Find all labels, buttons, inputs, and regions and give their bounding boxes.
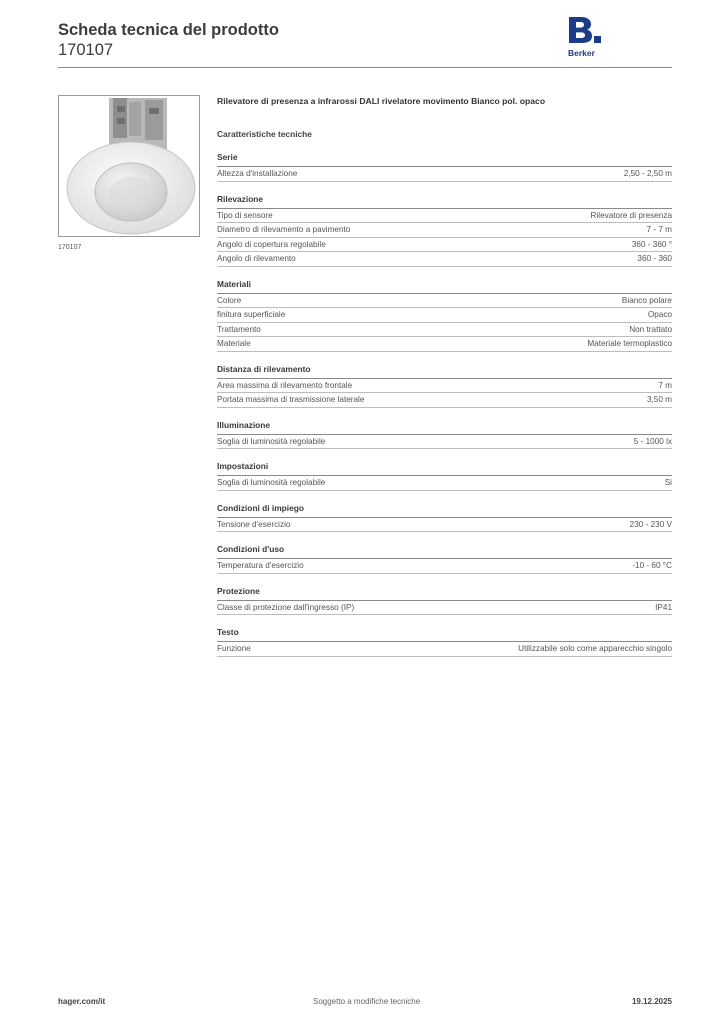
spec-section	[217, 364, 672, 408]
brand-logo	[568, 17, 608, 58]
spec-section	[217, 503, 672, 533]
spec-section	[217, 279, 672, 352]
product-title: Rilevatore di presenza a infrarossi DALI rivelatore movimento Bianco pol. opaco	[217, 96, 546, 106]
presence-detector-photo	[59, 96, 199, 236]
spec-row	[217, 559, 672, 574]
spec-label: Diametro di rilevamento a pavimento	[217, 225, 351, 234]
spec-value: 230 - 230 V	[629, 519, 672, 529]
spec-section	[217, 194, 672, 267]
section-title: Condizioni di impiego	[217, 503, 672, 518]
spec-section	[217, 586, 672, 616]
spec-value: 360 - 360 °	[631, 239, 672, 249]
spec-row	[217, 393, 672, 408]
spec-label: Classe di protezione dall'ingresso (IP)	[217, 602, 355, 612]
spec-label: Angolo di rilevamento	[217, 254, 296, 263]
spec-value: Materiale termoplastico	[587, 339, 672, 348]
spec-section	[217, 420, 672, 450]
spec-label: Area massima di rilevamento frontale	[217, 380, 353, 390]
spec-row	[217, 435, 672, 450]
spec-label: finitura superficiale	[217, 310, 286, 319]
spec-section	[217, 461, 672, 491]
spec-label: Trattamento	[217, 324, 261, 334]
spec-row	[217, 167, 672, 182]
spec-label: Altezza d'installazione	[217, 169, 298, 178]
spec-row	[217, 294, 672, 309]
spec-label: Portata massima di trasmissione laterale	[217, 395, 365, 404]
spec-row	[217, 379, 672, 394]
spec-label: Materiale	[217, 339, 251, 348]
spec-row	[217, 601, 672, 616]
footer-note: Soggetto a modifiche tecniche	[313, 997, 421, 1006]
spec-value: 360 - 360	[637, 254, 672, 263]
spec-row	[217, 223, 672, 238]
spec-sections	[217, 152, 672, 657]
spec-label: Colore	[217, 295, 242, 305]
document-header	[58, 20, 279, 60]
spec-label: Temperatura d'esercizio	[217, 561, 304, 570]
header-divider	[58, 67, 672, 68]
spec-row	[217, 252, 672, 267]
spec-label: Tipo di sensore	[217, 210, 273, 220]
spec-value: Non trattato	[629, 324, 672, 334]
spec-row	[217, 238, 672, 253]
product-code: 170107	[58, 41, 114, 59]
page-title: Scheda tecnica del prodotto	[58, 21, 279, 39]
spec-row	[217, 518, 672, 533]
spec-value: 5 - 1000 lx	[633, 436, 672, 446]
spec-row	[217, 209, 672, 224]
spec-value: Opaco	[647, 310, 672, 319]
spec-value: Si	[664, 478, 672, 487]
image-caption: 170107	[58, 244, 82, 251]
spec-value: 3,50 m	[646, 395, 672, 404]
section-title: Distanza di rilevamento	[217, 364, 672, 379]
spec-row	[217, 308, 672, 323]
tech-heading: Caratteristiche tecniche	[217, 129, 312, 139]
spec-label: Tensione d'esercizio	[217, 519, 291, 529]
section-title: Illuminazione	[217, 420, 672, 435]
product-image	[58, 95, 200, 237]
spec-row	[217, 642, 672, 657]
spec-label: Soglia di luminosità regolabile	[217, 478, 326, 487]
footer-date: 19.12.2025	[631, 997, 672, 1006]
spec-value: 7 m	[658, 380, 672, 390]
section-title: Condizioni d'uso	[217, 544, 672, 559]
spec-content	[217, 96, 672, 657]
spec-label: Funzione	[217, 644, 251, 653]
section-title: Rilevazione	[217, 194, 672, 209]
spec-value: 2,50 - 2,50 m	[623, 169, 672, 178]
brand-name: Berker	[568, 48, 595, 58]
spec-label: Angolo di copertura regolabile	[217, 239, 326, 249]
section-title: Testo	[217, 627, 672, 642]
spec-row	[217, 337, 672, 352]
spec-section	[217, 152, 672, 182]
footer-website: hager.com/it	[58, 997, 106, 1006]
berker-b-icon	[568, 17, 602, 43]
section-title: Protezione	[217, 586, 672, 601]
spec-value: Bianco polare	[621, 295, 672, 305]
spec-label: Soglia di luminosità regolabile	[217, 436, 326, 446]
section-title: Impostazioni	[217, 461, 672, 476]
spec-value: Utilizzabile solo come apparecchio singolo	[518, 644, 672, 653]
spec-value: IP41	[655, 602, 672, 612]
spec-value: 7 - 7 m	[646, 225, 672, 234]
spec-row	[217, 476, 672, 491]
spec-section	[217, 627, 672, 657]
spec-section	[217, 544, 672, 574]
spec-row	[217, 323, 672, 338]
section-title: Materiali	[217, 279, 672, 294]
spec-value: -10 - 60 °C	[632, 561, 672, 570]
spec-value: Rilevatore di presenza	[590, 210, 672, 220]
section-title: Serie	[217, 152, 672, 167]
